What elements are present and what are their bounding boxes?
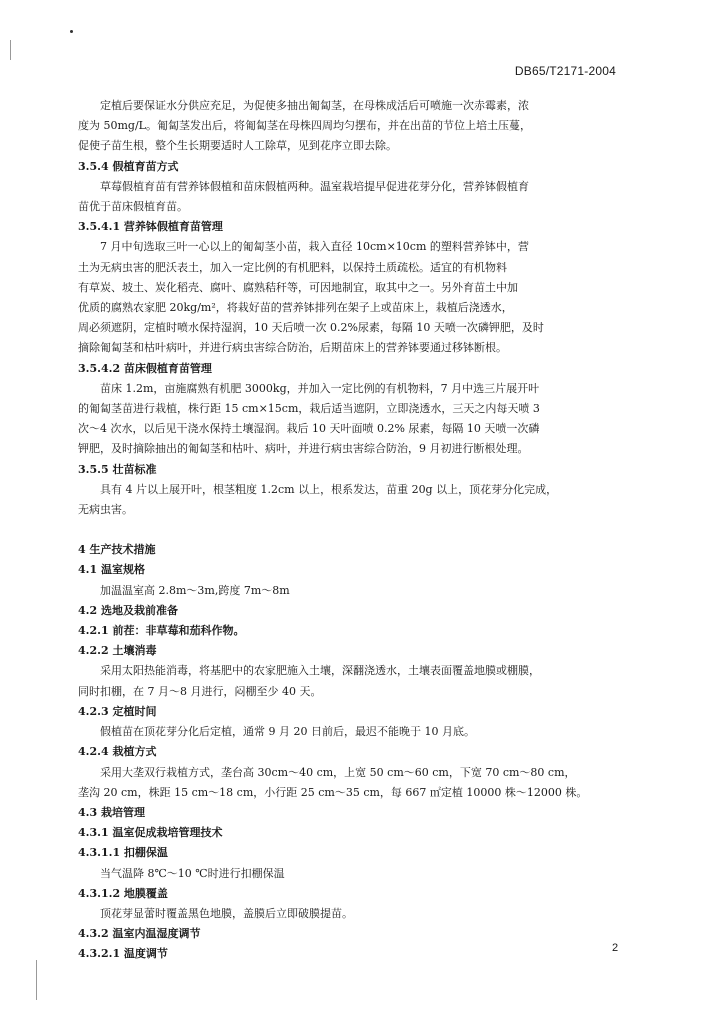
text-line: 无病虫害。 <box>78 503 133 517</box>
section-heading: 3.5.5 壮苗标准 <box>78 462 157 476</box>
text-line: 假植苗在顶花芽分化后定植，通常 9 月 20 日前后，最迟不能晚于 10 月底。 <box>100 725 475 739</box>
text-line: 垄沟 20 cm，株距 15 cm～18 cm，小行距 25 cm～35 cm，每 667 ㎡定植 10000 株～12000 株。 <box>78 785 588 799</box>
text-line: 土为无病虫害的肥沃表土，加入一定比例的有机肥料，以保持土质疏松。适宜的有机物料 <box>78 260 507 274</box>
section-heading: 4.2.2 土壤消毒 <box>78 644 157 658</box>
section-heading: 3.5.4 假植育苗方式 <box>78 159 179 173</box>
section-heading: 4.3.2.1 温度调节 <box>78 947 168 961</box>
text-line: 顶花芽显蕾时覆盖黑色地膜，盖膜后立即破膜提苗。 <box>100 906 353 920</box>
text-line: 苗优于苗床假植育苗。 <box>78 200 188 214</box>
section-heading: 4.2.1 前茬：非草莓和茄科作物。 <box>78 624 245 638</box>
text-line: 定植后要保证水分供应充足，为促使多抽出匍匐茎，在母株成活后可喷施一次赤霉素，浓 <box>100 99 529 112</box>
scan-mark <box>10 40 11 60</box>
section-heading: 4.3.1 温室促成栽培管理技术 <box>78 826 223 840</box>
section-heading: 4.2.4 栽植方式 <box>78 745 157 759</box>
text-line: 摘除匍匐茎和枯叶病叶，并进行病虫害综合防治，后期苗床上的营养钵要通过移钵断根。 <box>78 341 507 355</box>
section-heading: 4 生产技术措施 <box>78 543 156 557</box>
text-line: 采用大垄双行栽植方式，垄台高 30cm～40 cm，上宽 50 cm～60 cm，下宽 70 cm～80 cm， <box>100 765 576 779</box>
section-heading: 3.5.4.2 苗床假植育苗管理 <box>78 361 212 375</box>
text-line: 次～4 次水，以后见干浇水保持土壤湿润。栽后 10 天叶面喷 0.2% 尿素，每隔 10 天喷一次磷 <box>78 422 540 436</box>
text-line: 度为 50mg/L。匍匐茎发出后，将匍匐茎在母株四周均匀摆布，并在出苗的节位上培土压蔓， <box>78 119 531 133</box>
text-line: 加温温室高 2.8m～3m,跨度 7m～8m <box>100 583 290 597</box>
section-heading: 4.3 栽培管理 <box>78 805 145 819</box>
section-heading: 4.2.3 定植时间 <box>78 704 157 718</box>
text-line: 草莓假植育苗有营养钵假植和苗床假植两种。温室栽培提早促进花芽分化，营养钵假植育 <box>100 179 529 193</box>
document-code: DB65/T2171-2004 <box>514 64 616 78</box>
text-line: 钾肥，及时摘除抽出的匍匐茎和枯叶、病叶，并进行病虫害综合防治，9 月初进行断根处理。 <box>78 442 529 456</box>
text-line: 促使子苗生根，整个生长期要适时人工除草，见到花序立即去除。 <box>78 139 397 153</box>
document-body <box>78 96 619 965</box>
text-line: 苗床 1.2m，亩施腐熟有机肥 3000kg，并加入一定比例的有机物料，7 月中选三片展开叶 <box>100 381 540 395</box>
section-heading: 4.3.1.1 扣棚保温 <box>78 846 168 860</box>
scan-mark <box>36 960 37 1000</box>
section-heading: 4.2 选地及栽前准备 <box>78 603 178 617</box>
text-line: 当气温降 8℃～10 ℃时进行扣棚保温 <box>100 866 285 880</box>
text-line: 7 月中旬选取三叶一心以上的匍匐茎小苗，栽入直径 10cm×10cm 的塑料营养钵中，营 <box>100 240 529 254</box>
text-line: 采用太阳热能消毒，将基肥中的农家肥施入土壤，深翻浇透水，土壤表面覆盖地膜或棚膜， <box>100 664 540 678</box>
text-line: 的匍匐茎苗进行栽植，株行距 15 cm×15cm，栽后适当遮阴，立即浇透水，三天之内每天喷 3 <box>78 402 540 416</box>
text-line: 周必须遮阴，定植时喷水保持湿润，10 天后喷一次 0.2%尿素，每隔 10 天喷一次磷钾肥，及时 <box>78 321 544 335</box>
text-line: 优质的腐熟农家肥 20kg/m²，将栽好苗的营养钵排列在架子上或苗床上，栽植后浇透水， <box>78 301 513 315</box>
section-heading: 4.1 温室规格 <box>78 563 145 577</box>
section-heading: 3.5.4.1 营养钵假植育苗管理 <box>78 220 223 234</box>
page-number: 2 <box>612 942 619 954</box>
text-line: 有草炭、坡土、炭化稻壳、腐叶、腐熟秸秆等，可因地制宜，取其中之一。另外育苗土中加 <box>78 280 518 294</box>
scan-speck <box>70 30 73 33</box>
section-heading: 4.3.2 温室内温湿度调节 <box>78 927 201 941</box>
text-line: 具有 4 片以上展开叶，根茎粗度 1.2cm 以上，根系发达，苗重 20g 以上，顶花芽分化完成， <box>100 482 558 496</box>
section-heading: 4.3.1.2 地膜覆盖 <box>78 886 168 900</box>
text-line: 同时扣棚，在 7 月～8 月进行，闷棚至少 40 天。 <box>78 684 322 698</box>
text-line <box>78 520 616 540</box>
